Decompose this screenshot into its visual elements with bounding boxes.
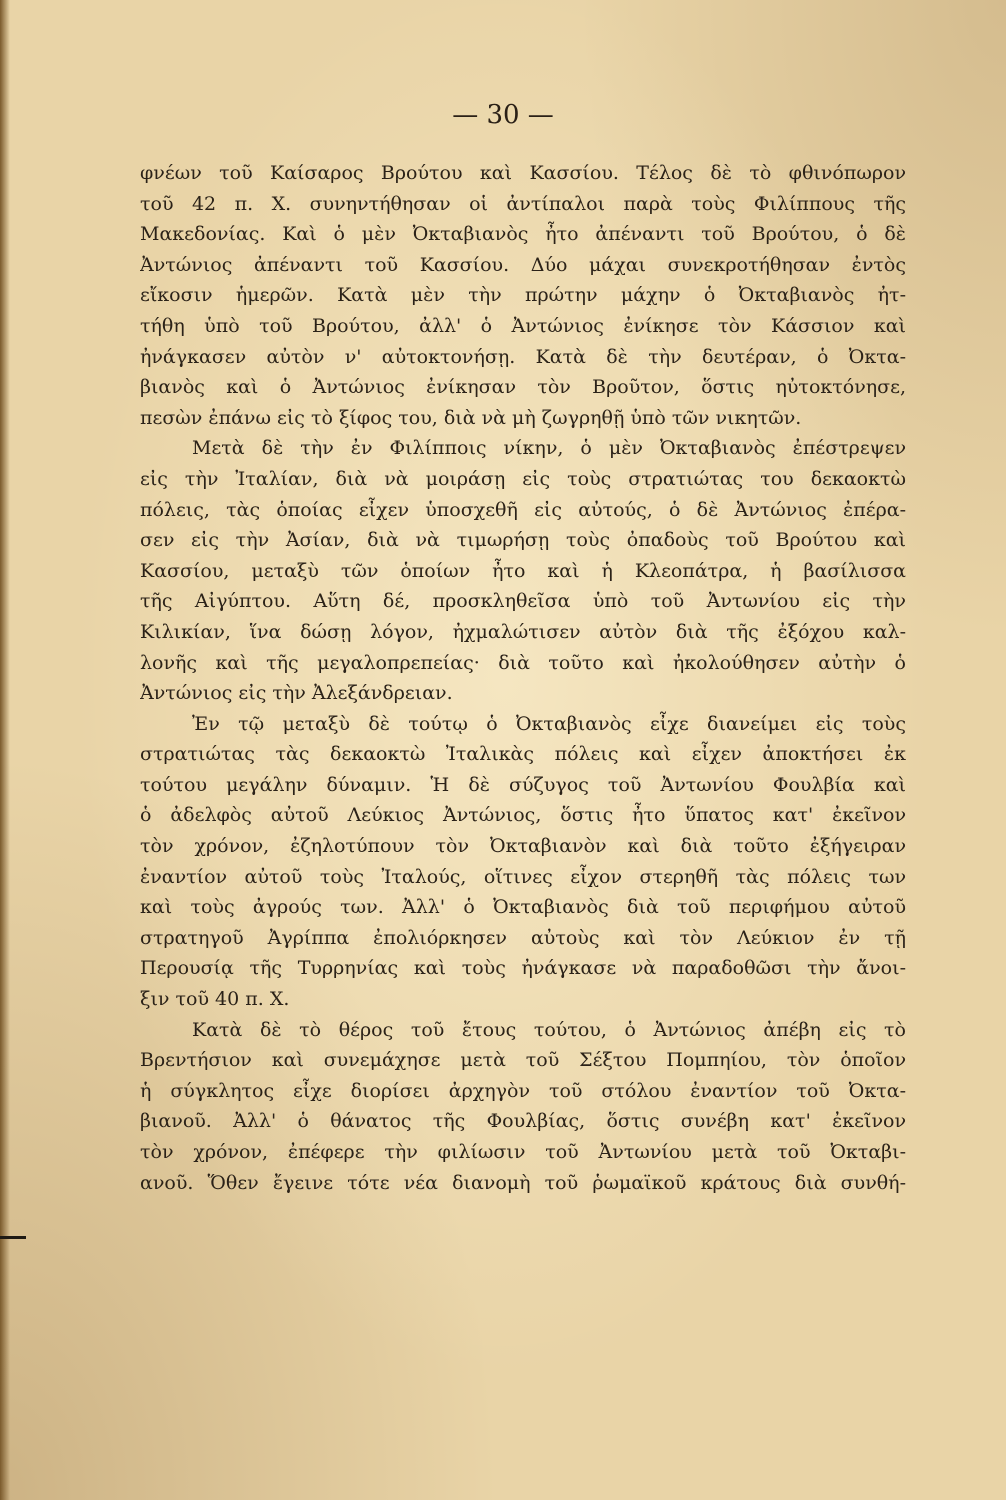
text-line: εἰς τὴν Ἰταλίαν, διὰ νὰ μοιράσῃ εἰς τοὺς στρατιώτας του δεκαοκτὼ bbox=[140, 467, 906, 490]
text-line: Βρεντήσιον καὶ συνεμάχησε μετὰ τοῦ Σέξτου Πομπηίου, τὸν ὁποῖον bbox=[140, 1049, 906, 1072]
text-line: τούτου μεγάλην δύναμιν. Ἡ δὲ σύζυγος τοῦ Ἀντωνίου Φουλβία καὶ bbox=[140, 773, 906, 796]
text-line: Ἐν τῷ μεταξὺ δὲ τούτῳ ὁ Ὀκταβιανὸς εἶχε διανείμει εἰς τοὺς bbox=[192, 712, 906, 735]
text-line: πεσὼν ἐπάνω εἰς τὸ ξίφος του, διὰ νὰ μὴ ζωγρηθῇ ὑπὸ τῶν νικητῶν. bbox=[140, 406, 802, 429]
text-line: Ἀντώνιος ἀπέναντι τοῦ Κασσίου. Δύο μάχαι συνεκροτήθησαν ἐντὸς bbox=[140, 253, 906, 276]
text-line: Ἀντώνιος εἰς τὴν Ἀλεξάνδρειαν. bbox=[140, 682, 453, 705]
text-line: Κατὰ δὲ τὸ θέρος τοῦ ἔτους τούτου, ὁ Ἀντώνιος ἀπέβη εἰς τὸ bbox=[192, 1018, 906, 1041]
text-line: ανοῦ. Ὅθεν ἔγεινε τότε νέα διανομὴ τοῦ ῥωμαϊκοῦ κράτους διὰ συνθή- bbox=[140, 1171, 906, 1194]
text-line: φνέων τοῦ Καίσαρος Βρούτου καὶ Κασσίου. Τέλος δὲ τὸ φθινόπωρον bbox=[140, 162, 906, 184]
text-line: Κιλικίαν, ἵνα δώσῃ λόγον, ἠχμαλώτισεν αὐτὸν διὰ τῆς ἐξόχου καλ- bbox=[140, 620, 906, 643]
text-line: στρατηγοῦ Ἀγρίππα ἐπολιόρκησεν αὐτοὺς καὶ τὸν Λεύκιον ἐν τῇ bbox=[140, 926, 906, 949]
text-line: καὶ τοὺς ἀγρούς των. Ἀλλ' ὁ Ὀκταβιανὸς διὰ τοῦ περιφήμου αὐτοῦ bbox=[140, 896, 906, 919]
text-line: τὸν χρόνον, ἐζηλοτύπουν τὸν Ὀκταβιανὸν καὶ διὰ τοῦτο ἐξήγειραν bbox=[140, 835, 906, 858]
text-line: Μετὰ δὲ τὴν ἐν Φιλίπποις νίκην, ὁ μὲν Ὀκταβιανὸς ἐπέστρεψεν bbox=[192, 437, 906, 460]
text-line: Μακεδονίας. Καὶ ὁ μὲν Ὀκταβιανὸς ἦτο ἀπέναντι τοῦ Βρούτου, ὁ δὲ bbox=[140, 223, 906, 246]
text-line: πόλεις, τὰς ὁποίας εἶχεν ὑποσχεθῆ εἰς αὐτούς, ὁ δὲ Ἀντώνιος ἐπέρα- bbox=[140, 498, 906, 521]
page-number: — 30 — bbox=[452, 100, 554, 130]
text-line: Περουσίᾳ τῆς Τυρρηνίας καὶ τοὺς ἠνάγκασε νὰ παραδοθῶσι τὴν ἄνοι- bbox=[140, 957, 906, 980]
text-line: ἐναντίον αὐτοῦ τοὺς Ἰταλούς, οἵτινες εἶχον στερηθῆ τὰς πόλεις των bbox=[140, 865, 906, 888]
text-line: τήθη ὑπὸ τοῦ Βρούτου, ἀλλ' ὁ Ἀντώνιος ἐνίκησε τὸν Κάσσιον καὶ bbox=[140, 314, 906, 337]
text-line: βιανοῦ. Ἀλλ' ὁ θάνατος τῆς Φουλβίας, ὅστις συνέβη κατ' ἐκεῖνον bbox=[140, 1110, 906, 1133]
text-line: σεν εἰς τὴν Ἀσίαν, διὰ νὰ τιμωρήσῃ τοὺς ὀπαδοὺς τοῦ Βρούτου καὶ bbox=[140, 529, 906, 552]
text-line: ξιν τοῦ 40 π. Χ. bbox=[140, 988, 290, 1011]
body-text bbox=[140, 158, 906, 1198]
text-line: ὁ ἀδελφὸς αὐτοῦ Λεύκιος Ἀντώνιος, ὅστις ἦτο ὕπατος κατ' ἐκεῖνον bbox=[140, 804, 906, 827]
margin-mark bbox=[0, 1236, 26, 1239]
text-line: τοῦ 42 π. Χ. συνηντήθησαν οἱ ἀντίπαλοι παρὰ τοὺς Φιλίππους τῆς bbox=[140, 192, 906, 215]
text-line: Κασσίου, μεταξὺ τῶν ὁποίων ἦτο καὶ ἡ Κλεοπάτρα, ἡ βασίλισσα bbox=[140, 559, 906, 582]
text-line: στρατιώτας τὰς δεκαοκτὼ Ἰταλικὰς πόλεις καὶ εἶχεν ἀποκτήσει ἐκ bbox=[140, 743, 906, 766]
text-line: εἴκοσιν ἡμερῶν. Κατὰ μὲν τὴν πρώτην μάχην ὁ Ὀκταβιανὸς ἠτ- bbox=[140, 284, 906, 307]
text-line: ἠνάγκασεν αὐτὸν ν' αὐτοκτονήσῃ. Κατὰ δὲ τὴν δευτέραν, ὁ Ὀκτα- bbox=[140, 345, 906, 368]
text-line: τὸν χρόνον, ἐπέφερε τὴν φιλίωσιν τοῦ Ἀντωνίου μετὰ τοῦ Ὀκταβι- bbox=[140, 1141, 906, 1163]
text-line: λονῆς καὶ τῆς μεγαλοπρεπείας· διὰ τοῦτο καὶ ἠκολούθησεν αὐτὴν ὁ bbox=[140, 651, 906, 674]
text-line: τῆς Αἰγύπτου. Αὕτη δέ, προσκληθεῖσα ὑπὸ τοῦ Ἀντωνίου εἰς τὴν bbox=[140, 590, 906, 613]
text-line: ἡ σύγκλητος εἶχε διορίσει ἀρχηγὸν τοῦ στόλου ἐναντίον τοῦ Ὀκτα- bbox=[140, 1079, 906, 1102]
page-edge-shadow bbox=[0, 0, 10, 1500]
text-line: βιανὸς καὶ ὁ Ἀντώνιος ἐνίκησαν τὸν Βροῦτον, ὅστις ηὐτοκτόνησε, bbox=[140, 376, 906, 399]
